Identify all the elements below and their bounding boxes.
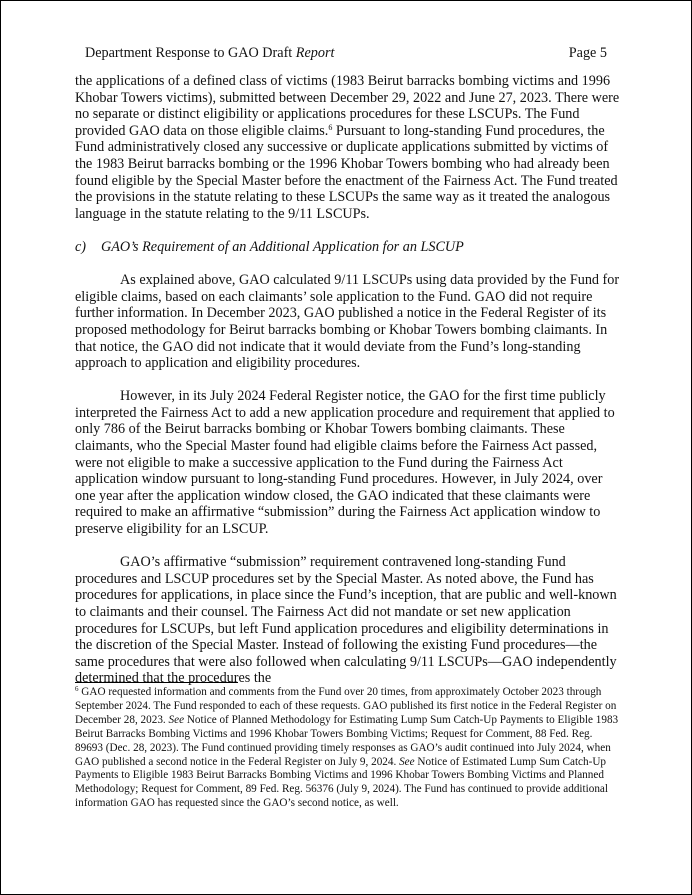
section-heading [75, 239, 623, 256]
paragraph-4: GAO’s affirmative “submission” requirement contravened long-standing Fund procedures and LSCUP procedures set by the Special Master. As noted above, the Fund has procedures for applications, in place since the Fund’s inception, that are public and well-known to claimants and their counsel. The Fairness Act did not mandate or set new application procedures for LSCUPs, but left Fund application procedures and eligibility determinations in the discretion of the Special Master. Instead of following the existing Fund procedures—the same procedures that were also followed when calculating 9/11 LSCUPs—GAO independently determined that the procedures the [75, 554, 617, 687]
document-body [75, 73, 623, 704]
footnote-reference[interactable]: 6 [328, 122, 333, 132]
header-title: Department Response to GAO Draft Report [85, 45, 335, 61]
header-title-italic: Report [295, 45, 335, 61]
section-label: c) [75, 238, 87, 255]
paragraph-2: As explained above, GAO calculated 9/11 LSCUPs using data provided by the Fund for eligible claims, based on each claimants’ sole application to the Fund. GAO did not require further information. In December 2023, GAO published a notice in the Federal Register of its proposed methodology for Beirut barracks bombing or Khobar Towers bombing claimants. In that notice, the GAO did not indicate that it would deviate from the Fund’s long-standing approach to application and eligibility procedures. [75, 272, 620, 372]
footnote-divider [75, 682, 238, 683]
page-number: Page 5 [568, 45, 607, 61]
footnote-6: $^6$ GAO requested information and comments from the Fund over 20 times, from approximately October 2023 through September 2024. The Fund responded to each of these requests. GAO published its first notice in the Federal Register on December 28, 2023. See Notice of Planned Methodology for Estimating Lump Sum Catch-Up Payments to Eligible 1983 Beirut Barracks Bombing Victims and 1996 Khobar Towers Bombing Victims; Request for Comment, 88 Fed. Reg. 89693 (Dec. 28, 2023). The Fund continued providing timely responses as GAO’s audit continued into July 2024, when GAO published a second notice in the Federal Register on July 9, 2024. See Notice of Estimated Lump Sum Catch-Up Payments to Eligible 1983 Beirut Barracks Bombing Victims and 1996 Khobar Towers Bombing Victims and Planned Methodology; Request for Comment, 89 Fed. Reg. 56376 (July 9, 2024). The Fund has continued to provide additional information GAO has requested since the GAO’s second notice, as well. [75, 685, 619, 810]
footnote-number: 6 [75, 685, 79, 693]
section-heading-text: GAO’s Requirement of an Additional Application for an LSCUP [101, 238, 464, 255]
page-header [85, 45, 607, 62]
paragraph-3: However, in its July 2024 Federal Register notice, the GAO for the first time publicly interpreted the Fairness Act to add a new application procedure and requirement that applied to only 786 of the Beirut barracks bombing or Khobar Towers bombing claimants. These claimants, who the Special Master found had eligible claims before the Fairness Act passed, were not eligible to make a successive application to the Fund during the Fairness Act application window pursuant to long-standing Fund procedures. However, in July 2024, over one year after the application window closed, the GAO indicated that these claimants were required to make an affirmative “submission” during the Fairness Act application window to preserve eligibility for an LSCUP. [75, 388, 615, 538]
paragraph-1: the applications of a defined class of victims (1983 Beirut barracks bombing victims and 1996 Khobar Towers victims), submitted between December 29, 2022 and June 27, 2023. There were no separate or distinct eligibility or applications procedures for these LSCUPs. The Fund provided GAO data on those eligible claims.$^6$ Pursuant to long-standing Fund procedures, the Fund administratively closed any successive or duplicate applications submitted by victims of the 1983 Beirut barracks bombing or the 1996 Khobar Towers bombing who had already been found eligible by the Special Master before the enactment of the Fairness Act. The Fund treated the provisions in the statute relating to these LSCUPs the same way as it treated the analogous language in the statute relating to the 9/11 LSCUPs. [75, 73, 620, 222]
